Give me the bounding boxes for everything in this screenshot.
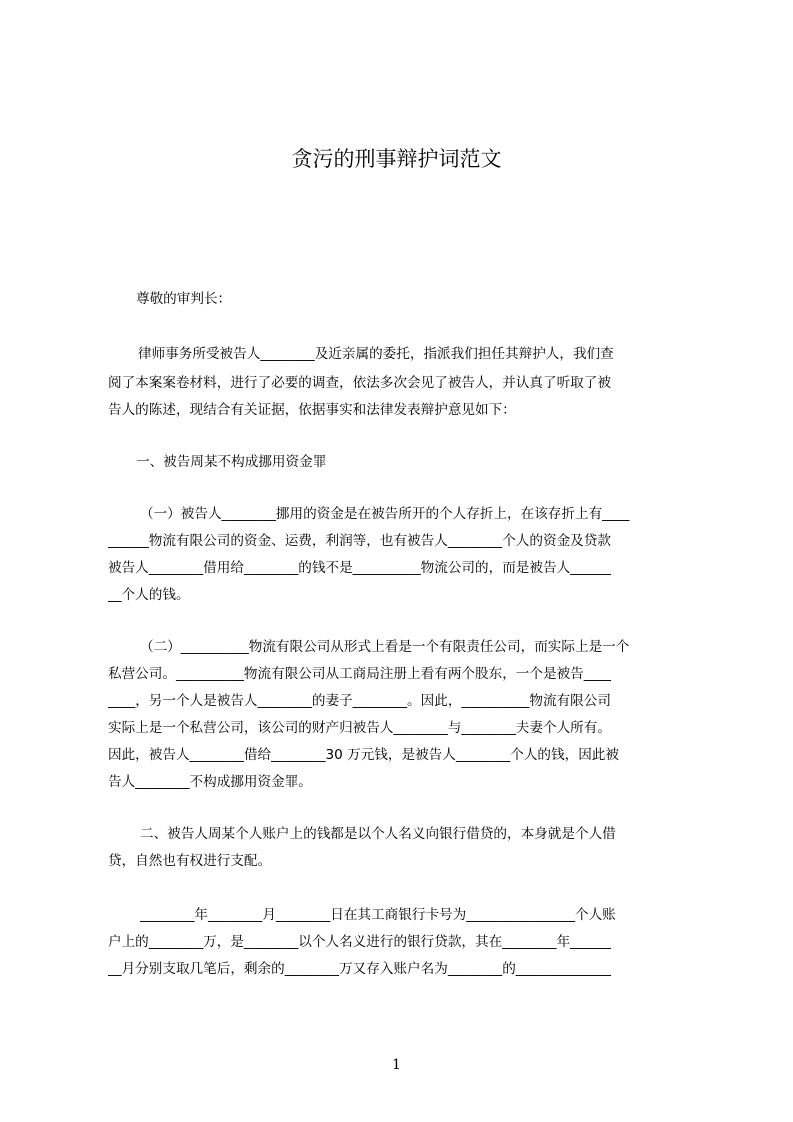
paragraph-line bbox=[108, 343, 700, 365]
paragraph-line: 被告人________借用给________的钱不是__________物流公司的，而是被告人______ bbox=[108, 560, 611, 576]
paragraph-line: 贷，自然也有权进行支配。 bbox=[108, 853, 272, 869]
paragraph-line: 因此，被告人________借给________30 万元钱，是被告人________个人的钱，因此被 bbox=[108, 747, 619, 763]
paragraph-line: 阅了本案案卷材料，进行了必要的调查，依法多次会见了被告人，并认真了听取了被 bbox=[108, 375, 611, 391]
paragraph-line: ______物流有限公司的资金、运费，利润等，也有被告人________个人的资金及贷款 bbox=[108, 533, 611, 549]
paragraph-line: 私营公司。__________物流有限公司从工商局注册上看有两个股东，一个是被告____ bbox=[108, 666, 611, 682]
document-title: 贪污的刑事辩护词范文 bbox=[291, 147, 502, 171]
paragraph-line: __个人的钱。 bbox=[108, 587, 190, 603]
paragraph-line: 告人的陈述，现结合有关证据，依据事实和法律发表辩护意见如下： bbox=[108, 402, 516, 418]
section-heading-1: 一、被告周某不构成挪用资金罪 bbox=[136, 454, 327, 470]
paragraph-line: 户上的________万，是________以个人名义进行的银行贷款，其在________年______ bbox=[108, 934, 611, 950]
paragraph-line: 告人________不构成挪用资金罪。 bbox=[108, 774, 312, 790]
paragraph-line: ____，另一个人是被告人________的妻子________。因此，__________物流有限公司 bbox=[108, 693, 611, 709]
page-number: 1 bbox=[392, 1057, 401, 1073]
paragraph-line: __月分别支取几笔后，剩余的________万又存入账户名为________的______________ bbox=[108, 961, 611, 977]
paragraph-text: 律师事务所受被告人________及近亲属的委托，指派我们担任其辩护人，我们查 bbox=[138, 346, 614, 362]
paragraph-line: （二）__________物流有限公司从形式上看是一个有限责任公司，而实际上是一个 bbox=[140, 639, 630, 655]
salutation: 尊敬的审判长： bbox=[136, 291, 232, 307]
paragraph-line: ________年________月________日在其工商银行卡号为________________个人账 bbox=[140, 907, 616, 923]
paragraph-line: 二、被告人周某个人账户上的钱都是以个人名义向银行借贷的，本身就是个人借 bbox=[140, 826, 616, 842]
paragraph-line: （一）被告人________挪用的资金是在被告所开的个人存折上，在该存折上有____ bbox=[140, 506, 630, 522]
paragraph-line: 实际上是一个私营公司，该公司的财产归被告人________与________夫妻个人所有。 bbox=[108, 720, 611, 736]
